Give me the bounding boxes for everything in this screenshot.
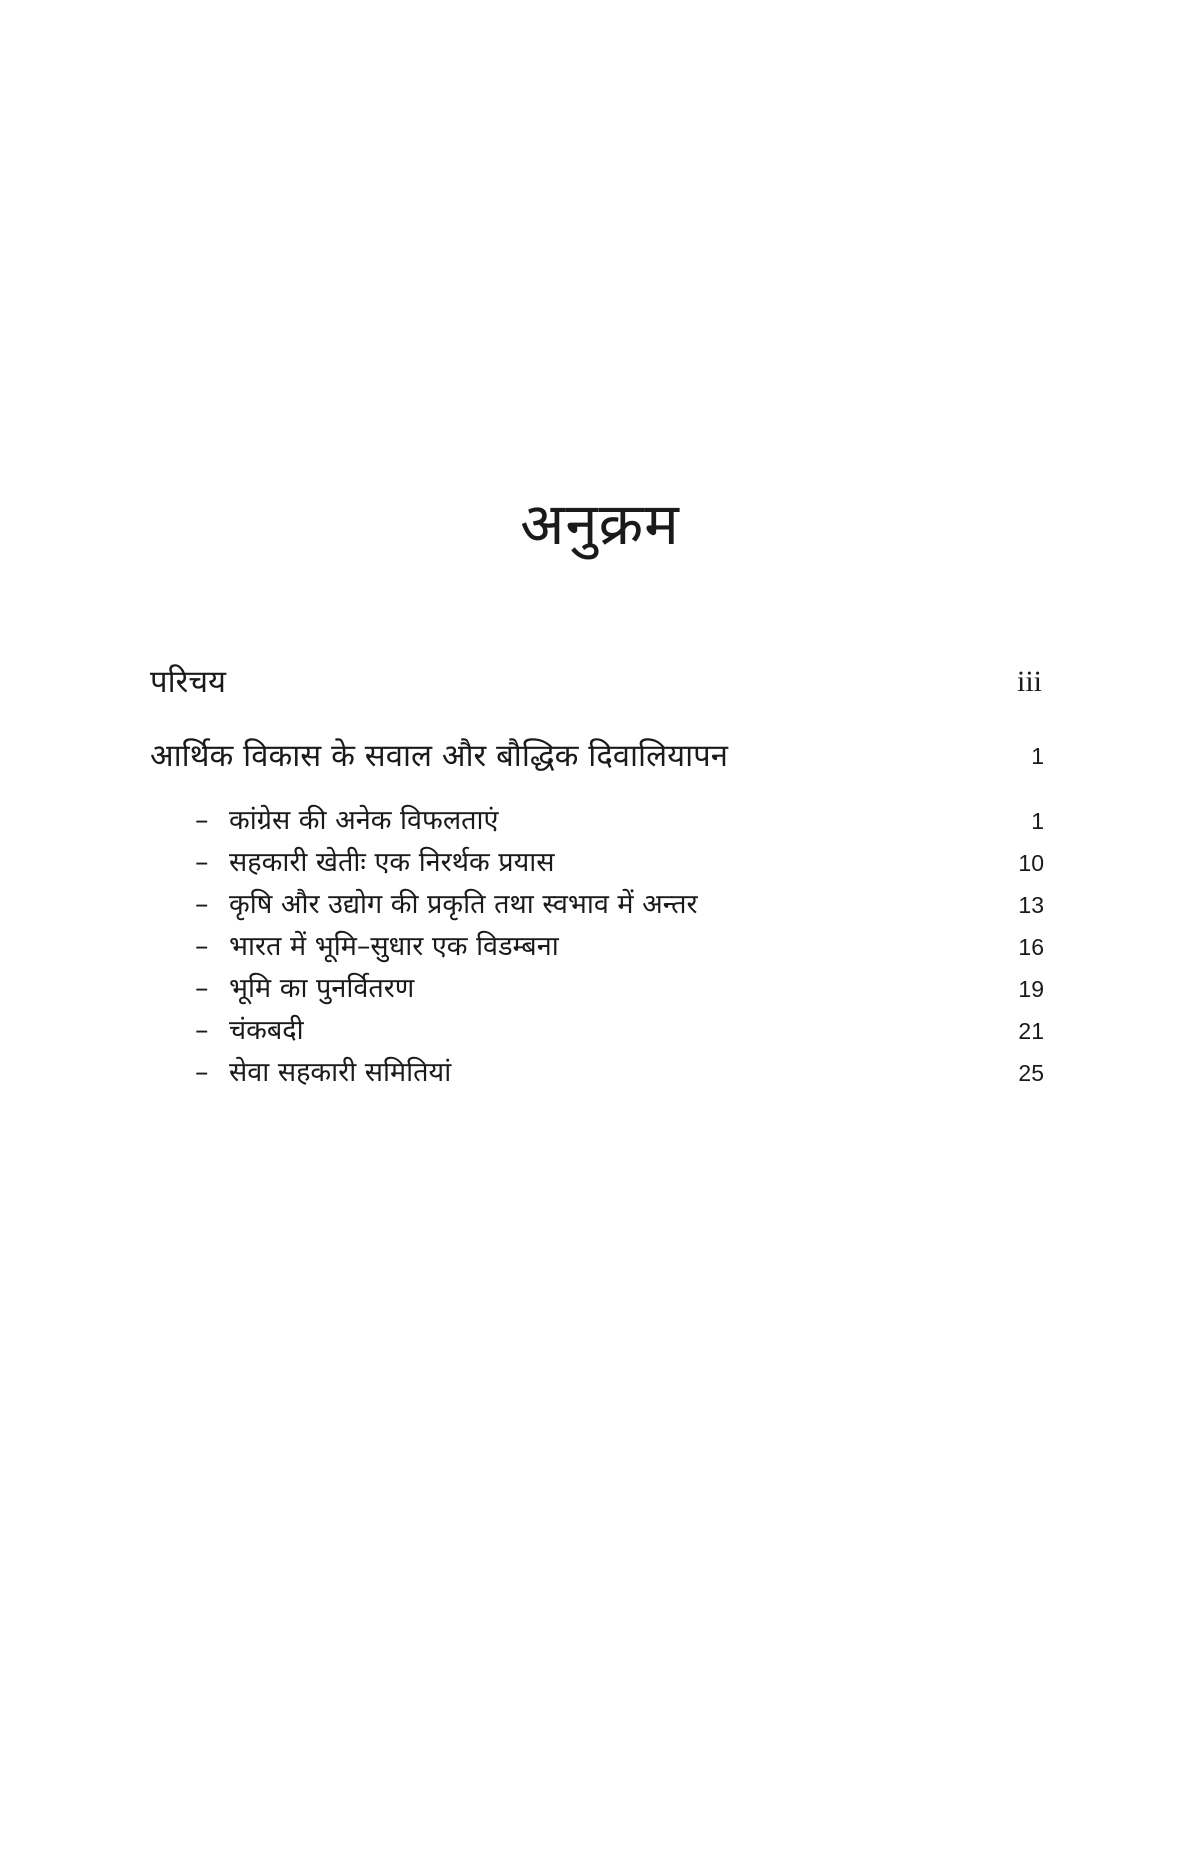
toc-subentry <box>195 843 1044 883</box>
toc-subentry-page-number: 10 <box>1018 850 1044 876</box>
toc-subentry-label <box>195 1011 304 1051</box>
toc-dash: – <box>195 973 209 1004</box>
toc-subentry-text: कृषि और उद्योग की प्रकृति तथा स्वभाव में अन्तर <box>229 889 698 920</box>
toc-subentry <box>195 885 1044 925</box>
page-title: अनुक्रम <box>520 490 680 558</box>
toc-entry-label: परिचय <box>150 664 226 700</box>
toc-entry-page-number: iii <box>1016 665 1042 698</box>
toc-subentry-label <box>195 801 498 841</box>
toc-subentry <box>195 1011 1044 1051</box>
toc-dash: – <box>195 805 209 836</box>
toc-dash: – <box>195 847 209 878</box>
toc-subentry-label <box>195 969 414 1009</box>
toc-subentry-label <box>195 885 698 925</box>
toc-entry-chapter <box>150 734 1044 778</box>
toc-subentry <box>195 1053 1044 1093</box>
toc-subentry <box>195 969 1044 1009</box>
toc-dash: – <box>195 931 209 962</box>
toc-subentry-text: कांग्रेस की अनेक विफलताएं <box>229 805 499 836</box>
toc-subentry-page-number: 19 <box>1018 976 1044 1002</box>
toc-dash: – <box>195 889 209 920</box>
toc-dash: – <box>195 1015 209 1046</box>
toc-dash: – <box>195 1057 209 1088</box>
toc-entry-page-number: 1 <box>1031 743 1044 769</box>
toc-subentry-page-number: 25 <box>1018 1060 1044 1086</box>
toc-subentry-text: भारत में भूमि–सुधार एक विडम्बना <box>229 931 559 962</box>
toc-subentry-label <box>195 1053 451 1093</box>
toc-subentry-text: चंकबदी <box>229 1015 304 1046</box>
toc-subentry-page-number: 21 <box>1018 1018 1044 1044</box>
toc-entry-label: आर्थिक विकास के सवाल और बौद्धिक दिवालियापन <box>150 738 728 774</box>
toc-subentry-text: सेवा सहकारी समितियां <box>229 1057 452 1088</box>
toc-subentry <box>195 927 1044 967</box>
toc-subentry-page-number: 13 <box>1018 892 1044 918</box>
toc-subentry-label <box>195 843 555 883</box>
toc-entry-introduction <box>150 660 1044 704</box>
toc-subentry-label <box>195 927 559 967</box>
toc-subentry-page-number: 1 <box>1031 808 1044 834</box>
toc-subentry-page-number: 16 <box>1018 934 1044 960</box>
toc-subentry-text: भूमि का पुनर्वितरण <box>229 973 415 1004</box>
toc-subentry-text: सहकारी खेतीः एक निरर्थक प्रयास <box>229 847 555 878</box>
toc-subentry <box>195 801 1044 841</box>
